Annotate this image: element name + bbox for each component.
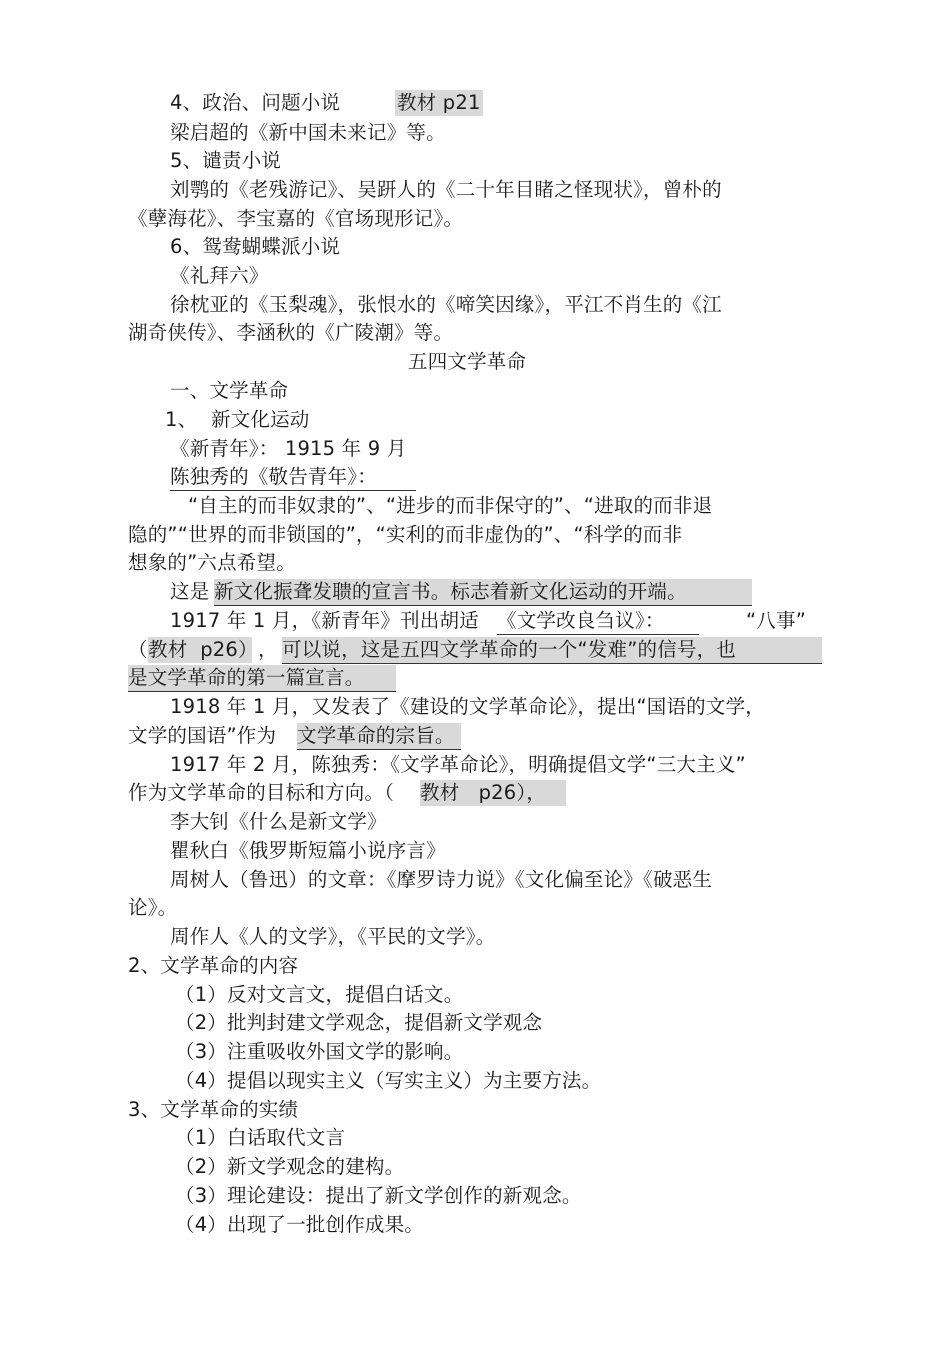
text-line: 1917 年 1 月，《新青年》刊出胡适 [170, 609, 479, 632]
text-line: 湖奇侠传》、李涵秋的《广陵潮》等。 [128, 321, 454, 344]
heading-condemnation-novel: 5、谴责小说 [170, 149, 282, 172]
highlighted-text: 是文学革命的第一篇宣言。 [128, 665, 396, 692]
text-line: 1917 年 2 月，陈独秀：《文学革命论》，明确提倡文学“三大主义” [170, 753, 746, 776]
list-item: （1）白话取代文言 [175, 1126, 346, 1149]
textbook-ref-p26: 教材 p26） [148, 638, 258, 661]
text-line: 《礼拜六》 [170, 264, 269, 287]
highlighted-text: 文学革命的宗旨。 [297, 723, 461, 750]
text-line: （ [128, 638, 148, 661]
underlined-text: 陈独秀的《敬告青年》： [170, 464, 416, 491]
textbook-ref-p21: 教材 p21 [397, 91, 481, 114]
item-number: 1、 [165, 408, 198, 431]
subsection-heading: 一、文学革命 [170, 379, 289, 402]
underlined-text: 《文学改良刍议》： [497, 608, 699, 635]
text-line: “八事” [746, 609, 807, 632]
highlighted-text: 可以说，这是五四文学革命的一个“发难”的信号，也 [282, 637, 822, 664]
text-line: ， [258, 638, 278, 661]
text-line: 1918 年 1 月，又发表了《建设的文学革命论》，提出“国语的文学， [170, 695, 765, 718]
subsection-heading: 2、文学革命的内容 [128, 954, 299, 977]
text-line: 瞿秋白《俄罗斯短篇小说序言》 [170, 839, 446, 862]
text-line: 李大钊《什么是新文学》 [170, 810, 387, 833]
heading-mandarin-duck-novel: 6、鸳鸯蝴蝶派小说 [170, 235, 341, 258]
text-line: 《新青年》： 1915 年 9 月 [170, 437, 407, 460]
list-item: （1）反对文言文，提倡白话文。 [175, 983, 464, 1006]
text-line: “自主的而非奴隶的”、“进步的而非保守的”、“进取的而非退 [188, 494, 713, 517]
text-line: 《孽海花》、李宝嘉的《官场现形记》。 [128, 207, 464, 230]
text-line: 这是 [170, 580, 210, 603]
list-item: （4）提倡以现实主义（写实主义）为主要方法。 [175, 1069, 602, 1092]
textbook-ref-p26: 教材 p26）， [420, 780, 566, 806]
highlighted-text: 新文化振聋发聩的宣言书。标志着新文化运动的开端。 [214, 579, 752, 606]
subsection-heading: 3、文学革命的实绩 [128, 1098, 299, 1121]
list-item: （4）出现了一批创作成果。 [175, 1213, 425, 1236]
text-line: 隐的”“世界的而非锁国的”，“实利的而非虚伪的”、“科学的而非 [128, 523, 683, 546]
list-item: （2）新文学观念的建构。 [175, 1155, 405, 1178]
text-line: 文学的国语”作为 [128, 724, 277, 747]
list-item: （3）理论建设：提出了新文学创作的新观念。 [175, 1184, 582, 1207]
item-heading: 新文化运动 [211, 408, 310, 431]
list-item: （2）批判封建文学观念，提倡新文学观念 [175, 1011, 543, 1034]
list-item: （3）注重吸收外国文学的影响。 [175, 1040, 464, 1063]
text-line: 周作人《人的文学》，《平民的文学》。 [170, 925, 496, 948]
text-line: 徐枕亚的《玉梨魂》，张恨水的《啼笑因缘》，平江不肖生的《江 [170, 293, 722, 316]
text-line: 想象的”六点希望。 [128, 551, 296, 574]
text-line: 刘鹗的《老残游记》、吴趼人的《二十年目睹之怪现状》，曾朴的 [170, 178, 722, 201]
text-line: 周树人（鲁迅）的文章：《摩罗诗力说》《文化偏至论》《破恶生 [170, 868, 713, 891]
section-title: 五四文学革命 [408, 350, 527, 373]
text-line: 作为文学革命的目标和方向。（ [128, 781, 395, 804]
heading-political-novel: 4、政治、问题小说 [170, 91, 341, 114]
text-line: 论》。 [128, 896, 178, 919]
text-line: 梁启超的《新中国未来记》等。 [170, 121, 446, 144]
